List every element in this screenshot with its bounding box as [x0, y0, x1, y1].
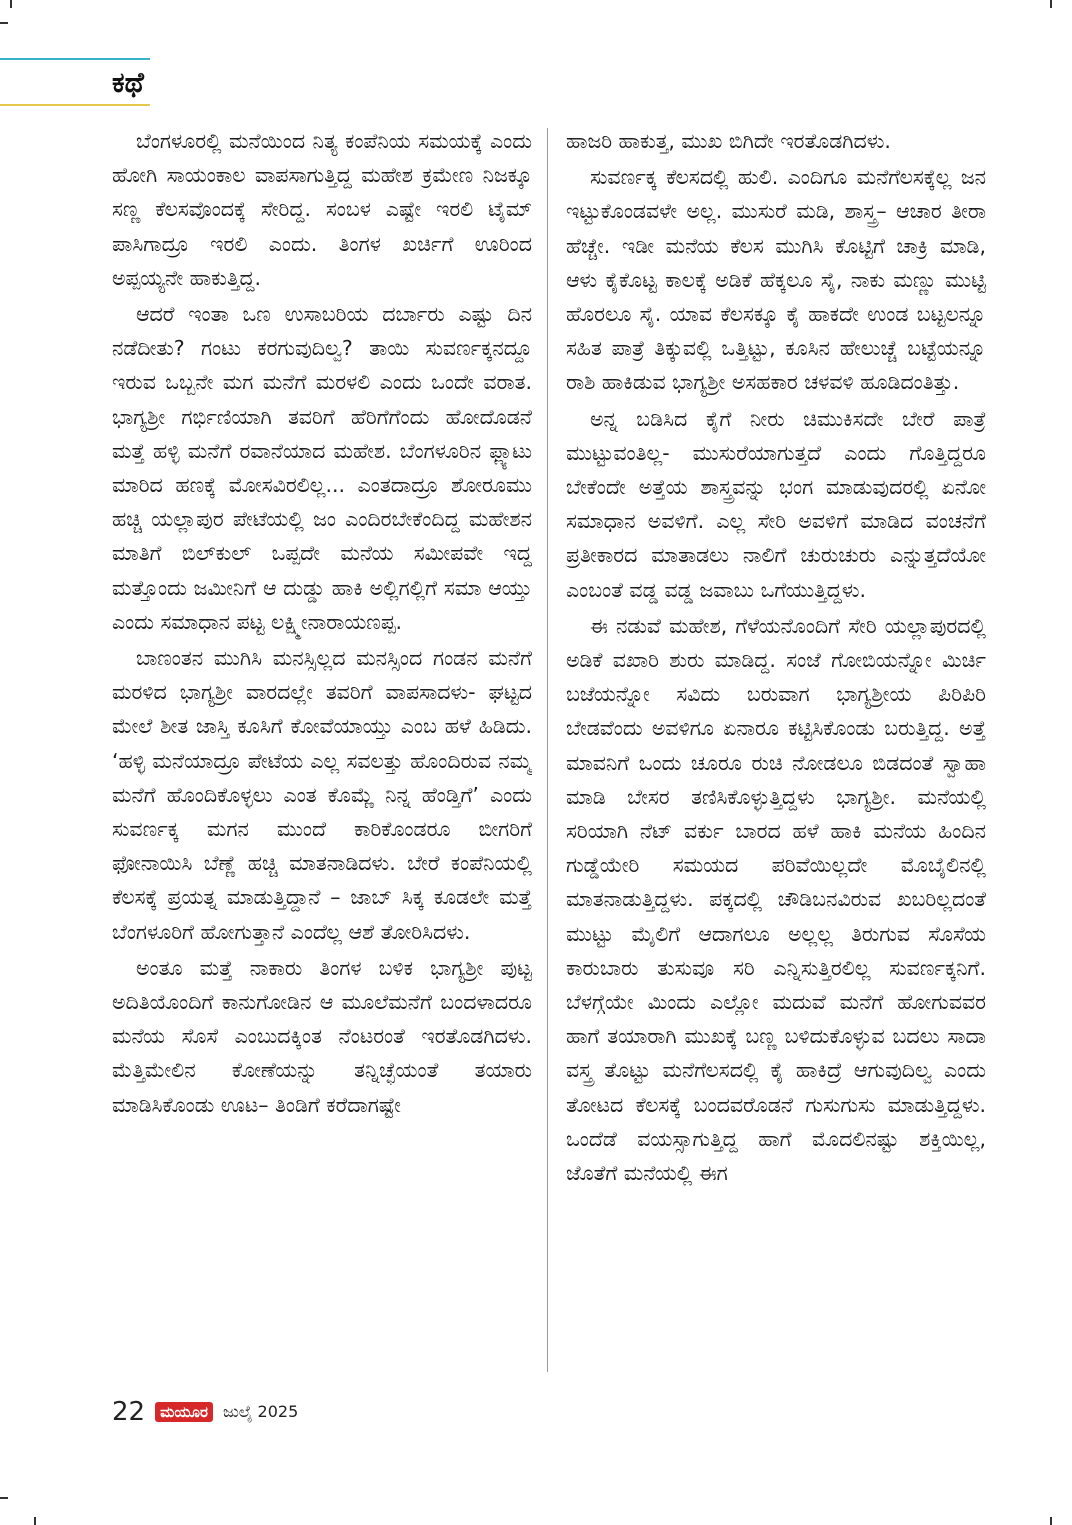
- paragraph: ಬೆಂಗಳೂರಲ್ಲಿ ಮನೆಯಿಂದ ನಿತ್ಯ ಕಂಪೆನಿಯ ಸಮಯಕ್ಕೆ ಎಂದು ಹೋಗಿ ಸಾಯಂಕಾಲ ವಾಪಸಾಗುತ್ತಿದ್ದ ಮಹೇಶ ಕ್ರಮೇಣ ನಿಜಕ್ಕೂ ಸಣ್ಣ ಕೆಲಸವೊಂದಕ್ಕೆ ಸೇರಿದ್ದ. ಸಂಬಳ ಎಷ್ಟೇ ಇರಲಿ ಟೈಮ್ ಪಾಸಿಗಾದ್ರೂ ಇರಲಿ ಎಂದು. ತಿಂಗಳ ಖರ್ಚಿಗೆ ಊರಿಂದ ಅಪ್ಪಯ್ಯನೇ ಹಾಕುತ್ತಿದ್ದ.: [112, 129, 532, 290]
- magazine-logo: ಮಯೂರ: [155, 1402, 213, 1422]
- crop-mark-top-right: [1050, 0, 1052, 8]
- crop-mark-top-left: [10, 0, 12, 8]
- page-number: 22: [112, 1397, 146, 1427]
- crop-mark-bottom-right: [1050, 1517, 1052, 1525]
- crop-mark-left-lower: [0, 1497, 8, 1499]
- article-column-right: [566, 124, 986, 1376]
- crop-mark-left-upper: [0, 22, 8, 24]
- page-footer: [112, 1392, 298, 1432]
- section-rule-top: [0, 58, 150, 60]
- section-heading: ಕಥೆ: [112, 66, 144, 99]
- section-rule-bottom: [0, 104, 150, 106]
- paragraph: ಸುವರ್ಣಕ್ಕ ಕೆಲಸದಲ್ಲಿ ಹುಲಿ. ಎಂದಿಗೂ ಮನೆಗೆಲಸಕ್ಕೆಲ್ಲ ಜನ ಇಟ್ಟುಕೊಂಡವಳೇ ಅಲ್ಲ. ಮುಸುರೆ ಮಡಿ, ಶಾಸ್ತ್ರ– ಆಚಾರ ತೀರಾ ಹೆಚ್ಚೇ. ಇಡೀ ಮನೆಯ ಕೆಲಸ ಮುಗಿಸಿ ಕೊಟ್ಟಿಗೆ ಚಾಕ್ರಿ ಮಾಡಿ, ಆಳು ಕೈಕೊಟ್ಟ ಕಾಲಕ್ಕೆ ಅಡಿಕೆ ಹೆಕ್ಕಲೂ ಸೈ, ನಾಕು ಮಣ್ಣು ಮುಟ್ಟಿ ಹೊರಲೂ ಸೈ. ಯಾವ ಕೆಲಸಕ್ಕೂ ಕೈ ಹಾಕದೇ ಉಂಡ ಬಟ್ಟಲನ್ನೂ ಸಹಿತ ಪಾತ್ರೆ ತಿಕ್ಕುವಲ್ಲಿ ಒತ್ತಿಟ್ಟು, ಕೂಸಿನ ಹೇಲುಚ್ಚೆ ಬಟ್ಟೆಯನ್ನೂ ರಾಶಿ ಹಾಕಿಡುವ ಭಾಗ್ಯಶ್ರೀ ಅಸಹಕಾರ ಚಳವಳಿ ಹೂಡಿದಂತಿತ್ತು.: [566, 165, 986, 395]
- paragraph: ಹಾಜರಿ ಹಾಕುತ್ತ, ಮುಖ ಬಿಗಿದೇ ಇರತೊಡಗಿದಳು.: [566, 129, 891, 153]
- crop-mark-bottom-left: [34, 1517, 36, 1525]
- paragraph: ಅಂತೂ ಮತ್ತೆ ನಾಕಾರು ತಿಂಗಳ ಬಳಿಕ ಭಾಗ್ಯಶ್ರೀ ಪುಟ್ಟ ಅದಿತಿಯೊಂದಿಗೆ ಕಾನುಗೋಡಿನ ಆ ಮೂಲೆಮನೆಗೆ ಬಂದಳಾದರೂ ಮನೆಯ ಸೊಸೆ ಎಂಬುದಕ್ಕಿಂತ ನೆಂಟರಂತೆ ಇರತೊಡಗಿದಳು. ಮೆತ್ತಿಮೇಲಿನ ಕೋಣೆಯನ್ನು ತನ್ನಿಚ್ಛೆಯಂತೆ ತಯಾರು ಮಾಡಿಸಿಕೊಂಡು ಊಟ– ತಿಂಡಿಗೆ ಕರೆದಾಗಷ್ಟೇ: [112, 955, 532, 1117]
- column-divider: [547, 128, 548, 1372]
- paragraph: ಆದರೆ ಇಂತಾ ಒಣ ಉಸಾಬರಿಯ ದರ್ಬಾರು ಎಷ್ಟು ದಿನ ನಡೆದೀತು? ಗಂಟು ಕರಗುವುದಿಲ್ವ? ತಾಯಿ ಸುವರ್ಣಕ್ಕನದ್ದೂ ಇರುವ ಒಬ್ಬನೇ ಮಗ ಮನೆಗೆ ಮರಳಲಿ ಎಂದು ಒಂದೇ ವರಾತ. ಭಾಗ್ಯಶ್ರೀ ಗರ್ಭಿಣಿಯಾಗಿ ತವರಿಗೆ ಹೆರಿಗೆಗೆಂದು ಹೋದೊಡನೆ ಮತ್ತೆ ಹಳ್ಳಿ ಮನೆಗೆ ರವಾನೆಯಾದ ಮಹೇಶ. ಬೆಂಗಳೂರಿನ ಫ್ಲ್ಯಾಟು ಮಾರಿದ ಹಣಕ್ಕೆ ಮೋಸವಿರಲಿಲ್ಲ... ಎಂತದಾದ್ರೂ ಶೋರೂಮು ಹಚ್ಚಿ ಯಲ್ಲಾಪುರ ಪೇಟೆಯಲ್ಲಿ ಜಂ ಎಂದಿರಬೇಕೆಂದಿದ್ದ ಮಹೇಶನ ಮಾತಿಗೆ ಬಿಲ್‌ಕುಲ್ ಒಪ್ಪದೇ ಮನೆಯ ಸಮೀಪವೇ ಇದ್ದ ಮತ್ತೊಂದು ಜಮೀನಿಗೆ ಆ ದುಡ್ಡು ಹಾಕಿ ಅಲ್ಲಿಗಲ್ಲಿಗೆ ಸಮಾ ಆಯ್ತು ಎಂದು ಸಮಾಧಾನ ಪಟ್ಟ ಲಕ್ಷ್ಮೀನಾರಾಯಣಪ್ಪ.: [112, 302, 532, 634]
- paragraph: ಅನ್ನ ಬಡಿಸಿದ ಕೈಗೆ ನೀರು ಚಿಮುಕಿಸದೇ ಬೇರೆ ಪಾತ್ರೆ ಮುಟ್ಟುವಂತಿಲ್ಲ- ಮುಸುರೆಯಾಗುತ್ತದೆ ಎಂದು ಗೊತ್ತಿದ್ದರೂ ಬೇಕೆಂದೇ ಅತ್ತೆಯ ಶಾಸ್ತ್ರವನ್ನು ಭಂಗ ಮಾಡುವುದರಲ್ಲಿ ಏನೋ ಸಮಾಧಾನ ಅವಳಿಗೆ. ಎಲ್ಲ ಸೇರಿ ಅವಳಿಗೆ ಮಾಡಿದ ವಂಚನೆಗೆ ಪ್ರತೀಕಾರದ ಮಾತಾಡಲು ನಾಲಿಗೆ ಚುರುಚುರು ಎನ್ನುತ್ತದೆಯೋ ಎಂಬಂತೆ ವಡ್ಡ ವಡ್ಡ ಜವಾಬು ಒಗೆಯುತ್ತಿದ್ದಳು.: [566, 406, 986, 602]
- article-column-left: [112, 124, 532, 1376]
- issue-date: ಜುಲೈ 2025: [222, 1402, 299, 1421]
- paragraph: ಬಾಣಂತನ ಮುಗಿಸಿ ಮನಸ್ಸಿಲ್ಲದ ಮನಸ್ಸಿಂದ ಗಂಡನ ಮನೆಗೆ ಮರಳಿದ ಭಾಗ್ಯಶ್ರೀ ವಾರದಲ್ಲೇ ತವರಿಗೆ ವಾಪಸಾದಳು- ಘಟ್ಟದ ಮೇಲೆ ಶೀತ ಜಾಸ್ತಿ ಕೂಸಿಗೆ ಕೋವೆಯಾಯ್ತು ಎಂಬ ಹಳೆ ಹಿಡಿದು. ‘ಹಳ್ಳಿ ಮನೆಯಾದ್ರೂ ಪೇಟೆಯ ಎಲ್ಲ ಸವಲತ್ತು ಹೊಂದಿರುವ ನಮ್ಮ ಮನೆಗೆ ಹೊಂದಿಕೊಳ್ಳಲು ಎಂತ ಕೊಮ್ಣೆ ನಿನ್ನ ಹೆಂಡ್ತಿಗೆ’ ಎಂದು ಸುವರ್ಣಕ್ಕ ಮಗನ ಮುಂದೆ ಕಾರಿಕೊಂಡರೂ ಬೀಗರಿಗೆ ಫೋನಾಯಿಸಿ ಬೆಣ್ಣೆ ಹಚ್ಚಿ ಮಾತನಾಡಿದಳು. ಬೇರೆ ಕಂಪೆನಿಯಲ್ಲಿ ಕೆಲಸಕ್ಕೆ ಪ್ರಯತ್ನ ಮಾಡುತ್ತಿದ್ದಾನೆ – ಜಾಬ್ ಸಿಕ್ಕ ಕೂಡಲೇ ಮತ್ತೆ ಬೆಂಗಳೂರಿಗೆ ಹೋಗುತ್ತಾನೆ ಎಂದೆಲ್ಲ ಆಶೆ ತೋರಿಸಿದಳು.: [112, 646, 532, 944]
- paragraph: ಈ ನಡುವೆ ಮಹೇಶ, ಗೆಳೆಯನೊಂದಿಗೆ ಸೇರಿ ಯಲ್ಲಾಪುರದಲ್ಲಿ ಅಡಿಕೆ ವಖಾರಿ ಶುರು ಮಾಡಿದ್ದ. ಸಂಜೆ ಗೋಬಿಯನ್ನೋ ಮಿರ್ಚಿ ಬಜೆಯನ್ನೋ ಸವಿದು ಬರುವಾಗ ಭಾಗ್ಯಶ್ರೀಯ ಪಿರಿಪಿರಿ ಬೇಡವೆಂದು ಅವಳಿಗೂ ಏನಾರೂ ಕಟ್ಟಿಸಿಕೊಂಡು ಬರುತ್ತಿದ್ದ. ಅತ್ತೆ ಮಾವನಿಗೆ ಒಂದು ಚೂರೂ ರುಚಿ ನೋಡಲೂ ಬಿಡದಂತೆ ಸ್ವಾಹಾ ಮಾಡಿ ಬೇಸರ ತಣಿಸಿಕೊಳ್ಳುತ್ತಿದ್ದಳು ಭಾಗ್ಯಶ್ರೀ. ಮನೆಯಲ್ಲಿ ಸರಿಯಾಗಿ ನೆಟ್ ವರ್ಕು ಬಾರದ ಹಳೆ ಹಾಕಿ ಮನೆಯ ಹಿಂದಿನ ಗುಡ್ಡೆಯೇರಿ ಸಮಯದ ಪರಿವೆಯಿಲ್ಲದೇ ಮೊಬೈಲಿನಲ್ಲಿ ಮಾತನಾಡುತ್ತಿದ್ದಳು. ಪಕ್ಕದಲ್ಲಿ ಚೌಡಿಬನವಿರುವ ಖಬರಿಲ್ಲದಂತೆ ಮುಟ್ಟು ಮೈಲಿಗೆ ಆದಾಗಲೂ ಅಲ್ಲಲ್ಲ ತಿರುಗುವ ಸೊಸೆಯ ಕಾರುಬಾರು ತುಸುವೂ ಸರಿ ಎನ್ನಿಸುತ್ತಿರಲಿಲ್ಲ ಸುವರ್ಣಕ್ಕನಿಗೆ. ಬೆಳಗ್ಗೆಯೇ ಮಿಂದು ಎಲ್ಲೋ ಮದುವೆ ಮನೆಗೆ ಹೋಗುವವರ ಹಾಗೆ ತಯಾರಾಗಿ ಮುಖಕ್ಕೆ ಬಣ್ಣ ಬಳಿದುಕೊಳ್ಳುವ ಬದಲು ಸಾದಾ ವಸ್ತ್ರ ತೊಟ್ಟು ಮನೆಗೆಲಸದಲ್ಲಿ ಕೈ ಹಾಕಿದ್ರೆ ಆಗುವುದಿಲ್ವ ಎಂದು ತೋಟದ ಕೆಲಸಕ್ಕೆ ಬಂದವರೊಡನೆ ಗುಸುಗುಸು ಮಾಡುತ್ತಿದ್ದಳು. ಒಂದೆಡೆ ವಯಸ್ಸಾಗುತ್ತಿದ್ದ ಹಾಗೆ ಮೊದಲಿನಷ್ಟು ಶಕ್ತಿಯಿಲ್ಲ, ಜೊತೆಗೆ ಮನೆಯಲ್ಲಿ ಈಗ: [566, 613, 986, 1186]
